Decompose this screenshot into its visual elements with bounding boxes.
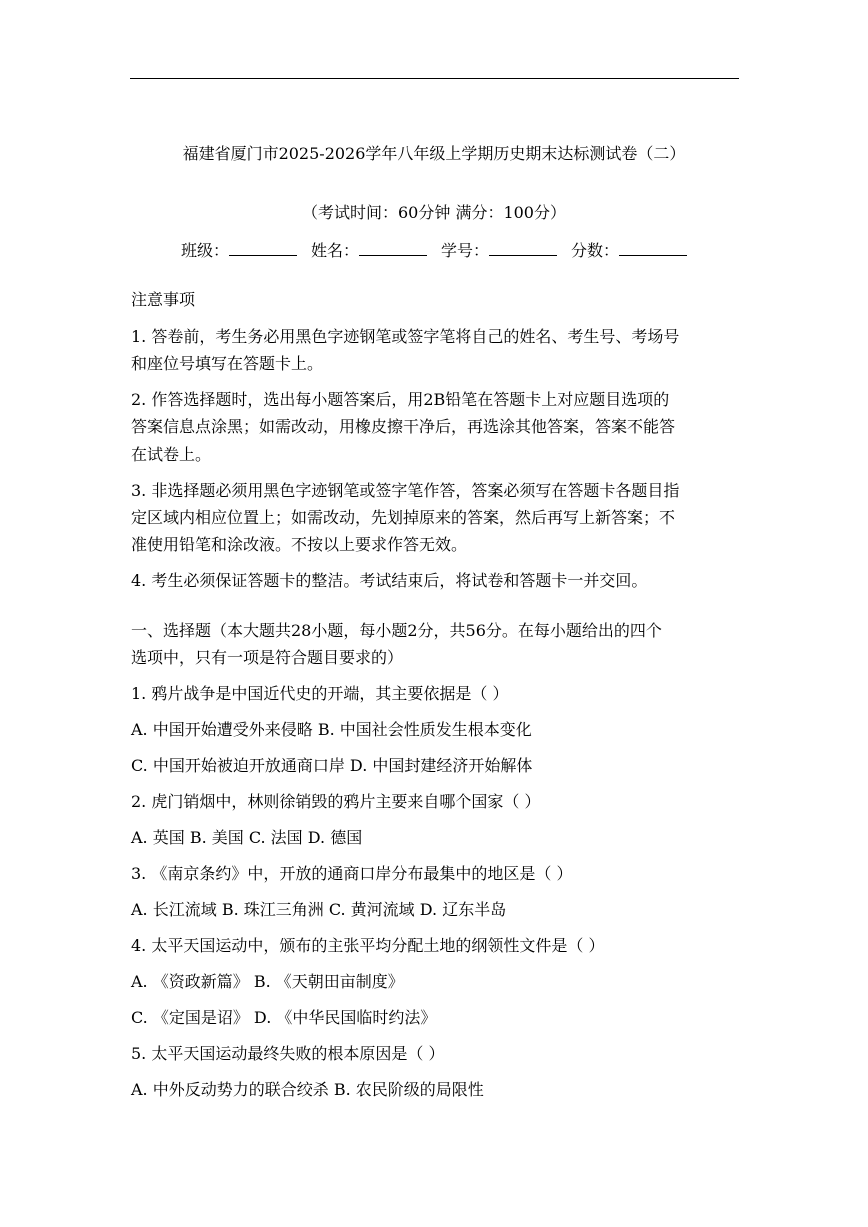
field-class [181, 241, 311, 261]
blank-line[interactable] [489, 241, 557, 256]
field-label: 姓名： [310, 241, 359, 260]
header-rule [130, 78, 739, 79]
field-score [571, 241, 687, 261]
notice-line: 2. 作答选择题时，选出每小题答案后，用2B铅笔在答题卡上对应题目选项的 [131, 390, 670, 409]
notice-line: 1. 答卷前，考生务必用黑色字迹钢笔或签字笔将自己的姓名、考生号、考场号 [131, 327, 680, 346]
notice-line: 3. 非选择题必须用黑色字迹钢笔或签字笔作答，答案必须写在答题卡各题目指 [131, 481, 680, 500]
question-stem: 5. 太平天国运动最终失败的根本原因是（ ） [131, 1044, 445, 1063]
question-options: C. 中国开始被迫开放通商口岸 D. 中国封建经济开始解体 [131, 756, 533, 775]
question-options: C. 《定国是诏》 D. 《中华民国临时约法》 [131, 1008, 437, 1027]
page-title: 福建省厦门市2025-2026学年八年级上学期历史期末达标测试卷（二） [182, 144, 686, 163]
question-stem: 1. 鸦片战争是中国近代史的开端，其主要依据是（ ） [131, 684, 509, 703]
blank-line[interactable] [229, 241, 297, 256]
question-options: A. 《资政新篇》 B. 《天朝田亩制度》 [131, 972, 404, 991]
question-options: A. 中国开始遭受外来侵略 B. 中国社会性质发生根本变化 [131, 720, 532, 739]
exam-info: （考试时间：60分钟 满分：100分） [302, 203, 566, 222]
question-stem: 3. 《南京条约》中，开放的通商口岸分布最集中的地区是（ ） [131, 864, 573, 883]
notice-line: 在试卷上。 [131, 445, 212, 464]
blank-line[interactable] [619, 241, 687, 256]
notice-line: 答案信息点涂黑；如需改动，用橡皮擦干净后，再选涂其他答案，答案不能答 [131, 417, 676, 436]
notice-heading: 注意事项 [131, 290, 196, 309]
question-options: A. 英国 B. 美国 C. 法国 D. 德国 [131, 828, 363, 847]
notice-line: 4. 考生必须保证答题卡的整洁。考试结束后，将试卷和答题卡一并交回。 [131, 571, 648, 590]
student-info-row [0, 241, 868, 261]
notice-line: 定区域内相应位置上；如需改动，先划掉原来的答案，然后再写上新答案；不 [131, 508, 676, 527]
question-stem: 4. 太平天国运动中，颁布的主张平均分配土地的纲领性文件是（ ） [131, 936, 605, 955]
field-label: 分数： [571, 241, 620, 260]
field-number [441, 241, 571, 261]
blank-line[interactable] [359, 241, 427, 256]
question-options: A. 中外反动势力的联合绞杀 B. 农民阶级的局限性 [131, 1080, 484, 1099]
section-heading: 选项中，只有一项是符合题目要求的） [131, 648, 404, 667]
question-options: A. 长江流域 B. 珠江三角洲 C. 黄河流域 D. 辽东半岛 [131, 900, 507, 919]
notice-line: 准使用铅笔和涂改液。不按以上要求作答无效。 [131, 535, 468, 554]
field-label: 学号： [441, 241, 490, 260]
field-label: 班级： [180, 241, 229, 260]
section-heading: 一、选择题（本大题共28小题，每小题2分，共56分。在每小题给出的四个 [131, 621, 662, 640]
notice-line: 和座位号填写在答题卡上。 [131, 354, 324, 373]
field-name [311, 241, 441, 261]
question-stem: 2. 虎门销烟中，林则徐销毁的鸦片主要来自哪个国家（ ） [131, 792, 541, 811]
